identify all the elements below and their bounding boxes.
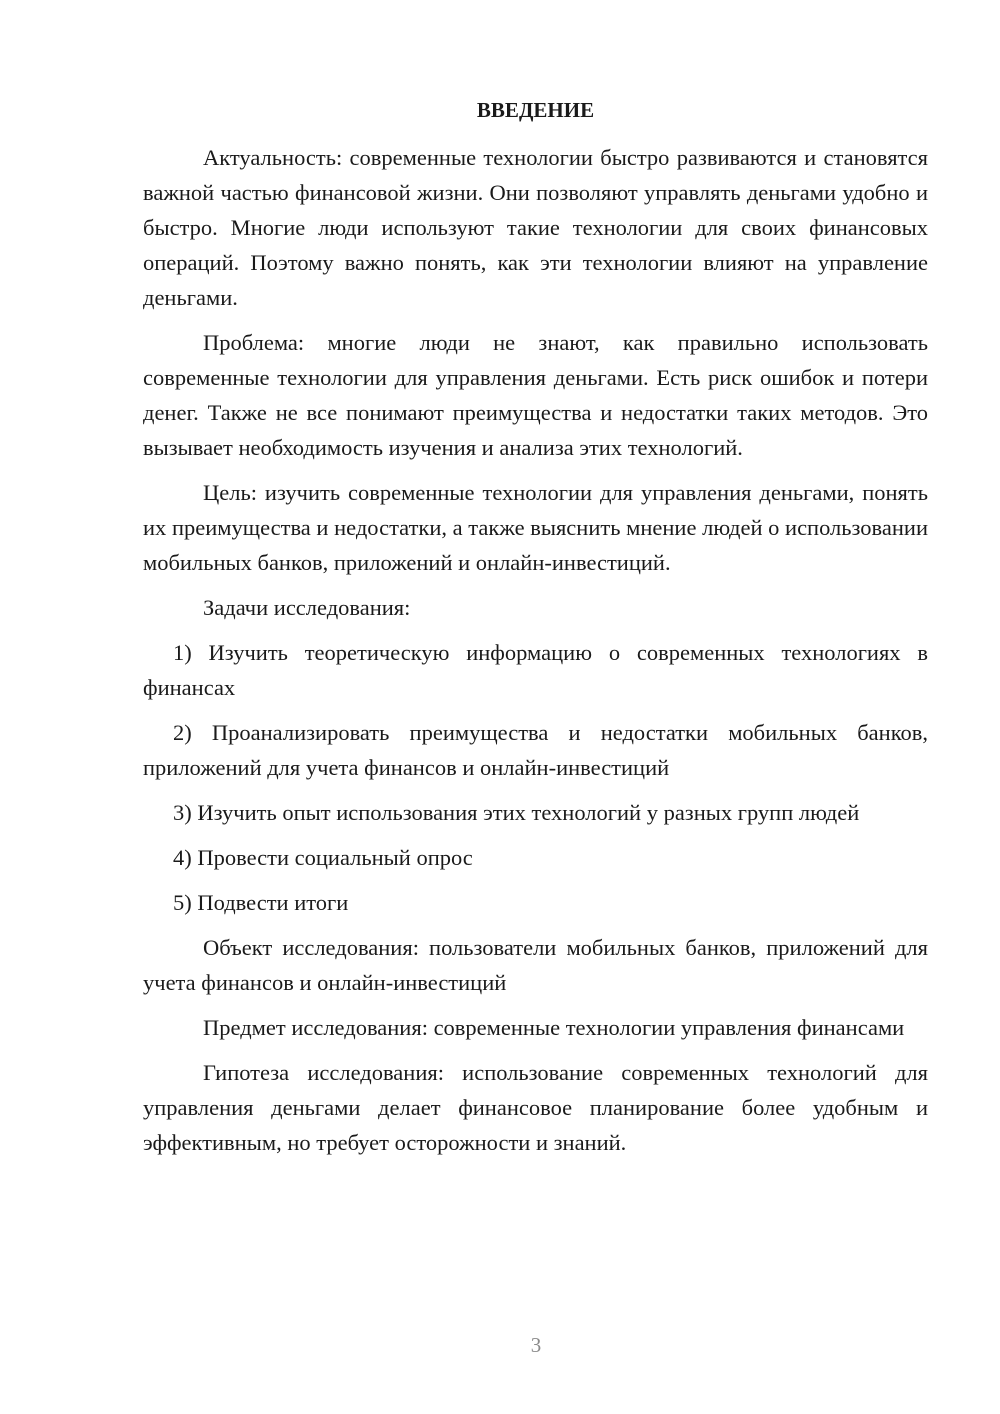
page-title: ВВЕДЕНИЕ xyxy=(476,98,595,122)
subject-paragraph: Предмет исследования: современные технологии управления финансами xyxy=(203,1015,905,1040)
tasks-label: Задачи исследования: xyxy=(203,595,411,620)
task-item: 2) Проанализировать преимущества и недостатки мобильных банков, приложений для учета финансов и онлайн-инвестиций xyxy=(143,720,928,780)
hypothesis-paragraph: Гипотеза исследования: использование современных технологий для управления деньгами делает финансовое планирование более удобным и эффективным, но требует осторожности и знаний. xyxy=(143,1060,928,1155)
problem-paragraph: Проблема: многие люди не знают, как правильно использовать современные технологии для управления деньгами. Есть риск ошибок и потери денег. Также не все понимают преимущества и недостатки таких методов. Это вызывает необходимость изучения и анализа этих технологий. xyxy=(143,330,928,460)
task-item: 3) Изучить опыт использования этих технологий у разных групп людей xyxy=(173,800,860,825)
page-content xyxy=(143,96,928,1170)
task-item: 4) Провести социальный опрос xyxy=(173,845,473,870)
task-item: 1) Изучить теоретическую информацию о современных технологиях в финансах xyxy=(143,640,928,700)
object-paragraph: Объект исследования: пользователи мобильных банков, приложений для учета финансов и онлайн-инвестиций xyxy=(143,935,928,995)
page-number: 3 xyxy=(530,1333,542,1357)
goal-paragraph: Цель: изучить современные технологии для управления деньгами, понять их преимущества и недостатки, а также выяснить мнение людей о использовании мобильных банков, приложений и онлайн-инвестиций. xyxy=(143,480,928,575)
task-item: 5) Подвести итоги xyxy=(173,890,349,915)
relevance-paragraph: Актуальность: современные технологии быстро развиваются и становятся важной частью финансовой жизни. Они позволяют управлять деньгами удобно и быстро. Многие люди используют такие технологии для своих финансовых операций. Поэтому важно понять, как эти технологии влияют на управление деньгами. xyxy=(143,145,928,310)
